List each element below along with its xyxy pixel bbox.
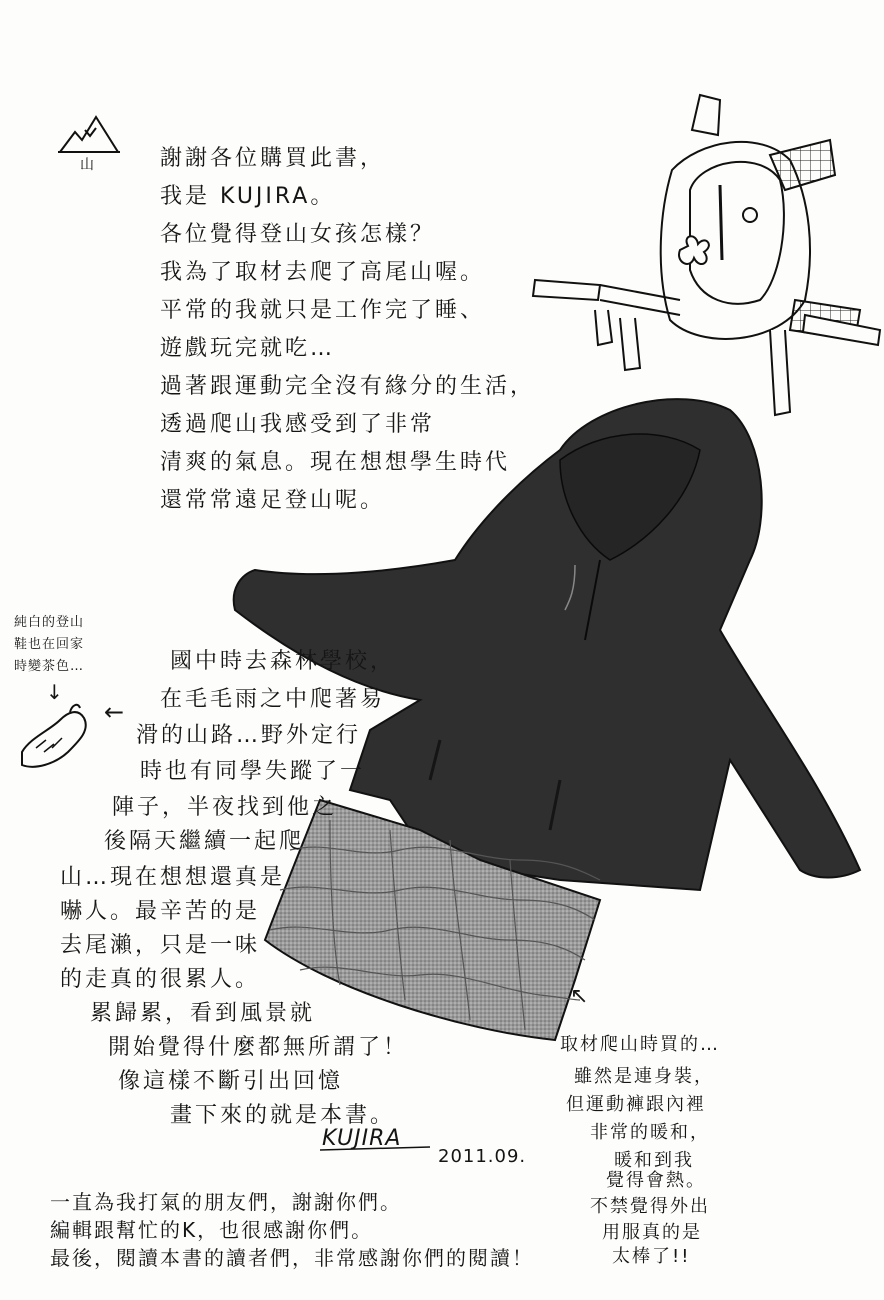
- story-line: 去尾瀨，只是一味: [60, 933, 261, 958]
- intro-line: 還常常遠足登山呢。: [160, 488, 386, 513]
- story-line: 國中時去森林學校，: [170, 649, 396, 674]
- story-line: 山…現在想想還真是: [60, 865, 286, 890]
- mountain-icon: [58, 117, 120, 152]
- story-line: 滑的山路…野外定行: [136, 723, 362, 748]
- story-line: 在毛毛雨之中爬著易: [160, 687, 386, 712]
- intro-line: 我是 KUJIRA。: [160, 184, 336, 209]
- jacket-note-line: 取材爬山時買的…: [560, 1034, 720, 1055]
- jacket-note-line: 暖和到我: [614, 1150, 694, 1171]
- story-line: 嚇人。最辛苦的是: [60, 899, 261, 924]
- shoe-note-line: 時變茶色…: [14, 659, 85, 674]
- intro-line: 透過爬山我感受到了非常: [160, 412, 436, 437]
- thanks-line: 編輯跟幫忙的K，也很感謝你們。: [50, 1218, 374, 1242]
- intro-line: 謝謝各位購買此書，: [160, 146, 386, 171]
- intro-line: 過著跟運動完全沒有緣分的生活，: [160, 374, 536, 399]
- arrow-down-icon: ↓: [46, 680, 66, 704]
- jacket-note-line: 用服真的是: [602, 1222, 702, 1243]
- shoe-note-line: 鞋也在回家: [14, 637, 85, 652]
- thanks-line: 最後，閱讀本書的讀者們，非常感謝你們的閱讀！: [50, 1246, 534, 1270]
- intro-line: 平常的我就只是工作完了睡、: [160, 298, 486, 323]
- thanks-line: 一直為我打氣的朋友們，謝謝你們。: [50, 1190, 402, 1214]
- arrow-up-left-icon: ↖: [570, 984, 592, 1009]
- story-line: 像這樣不斷引出回憶: [118, 1069, 344, 1094]
- story-line: 的走真的很累人。: [60, 967, 261, 992]
- jacket-note-line: 雖然是連身裝，: [574, 1066, 714, 1087]
- shoe-note: [14, 612, 84, 678]
- shoe-note-line: 純白的登山: [14, 615, 85, 630]
- shoe-illustration: [22, 705, 86, 767]
- story-line: 開始覺得什麼都無所謂了！: [108, 1035, 409, 1060]
- jacket-note-line: 覺得會熱。: [606, 1170, 706, 1191]
- story-line: 後隔天繼續一起爬: [104, 829, 305, 854]
- arrow-left-icon: ←: [104, 698, 128, 726]
- story-line: 時也有同學失蹤了一: [140, 759, 366, 784]
- story-line: 畫下來的就是本書。: [170, 1103, 396, 1128]
- mountain-label: 山: [80, 157, 97, 173]
- intro-line: 我為了取材去爬了高尾山喔。: [160, 260, 486, 285]
- story-line: 累歸累，看到風景就: [90, 1001, 316, 1026]
- jacket-note-line: 但運動褲跟內裡: [566, 1094, 706, 1115]
- date: 2011.09.: [438, 1146, 527, 1167]
- jacket-note-line: 太棒了!!: [612, 1246, 691, 1267]
- intro-line: 各位覺得登山女孩怎樣？: [160, 222, 436, 247]
- story-line: 陣子，半夜找到他之: [112, 795, 338, 820]
- jacket-note-line: 不禁覺得外出: [590, 1196, 710, 1217]
- intro-line: 清爽的氣息。現在想想學生時代: [160, 450, 511, 475]
- signature: KUJIRA: [322, 1126, 402, 1151]
- intro-paragraph: [160, 140, 535, 520]
- intro-line: 遊戲玩完就吃…: [160, 336, 336, 361]
- backpack-illustration: [533, 95, 880, 415]
- jacket-note-line: 非常的暖和，: [590, 1122, 710, 1143]
